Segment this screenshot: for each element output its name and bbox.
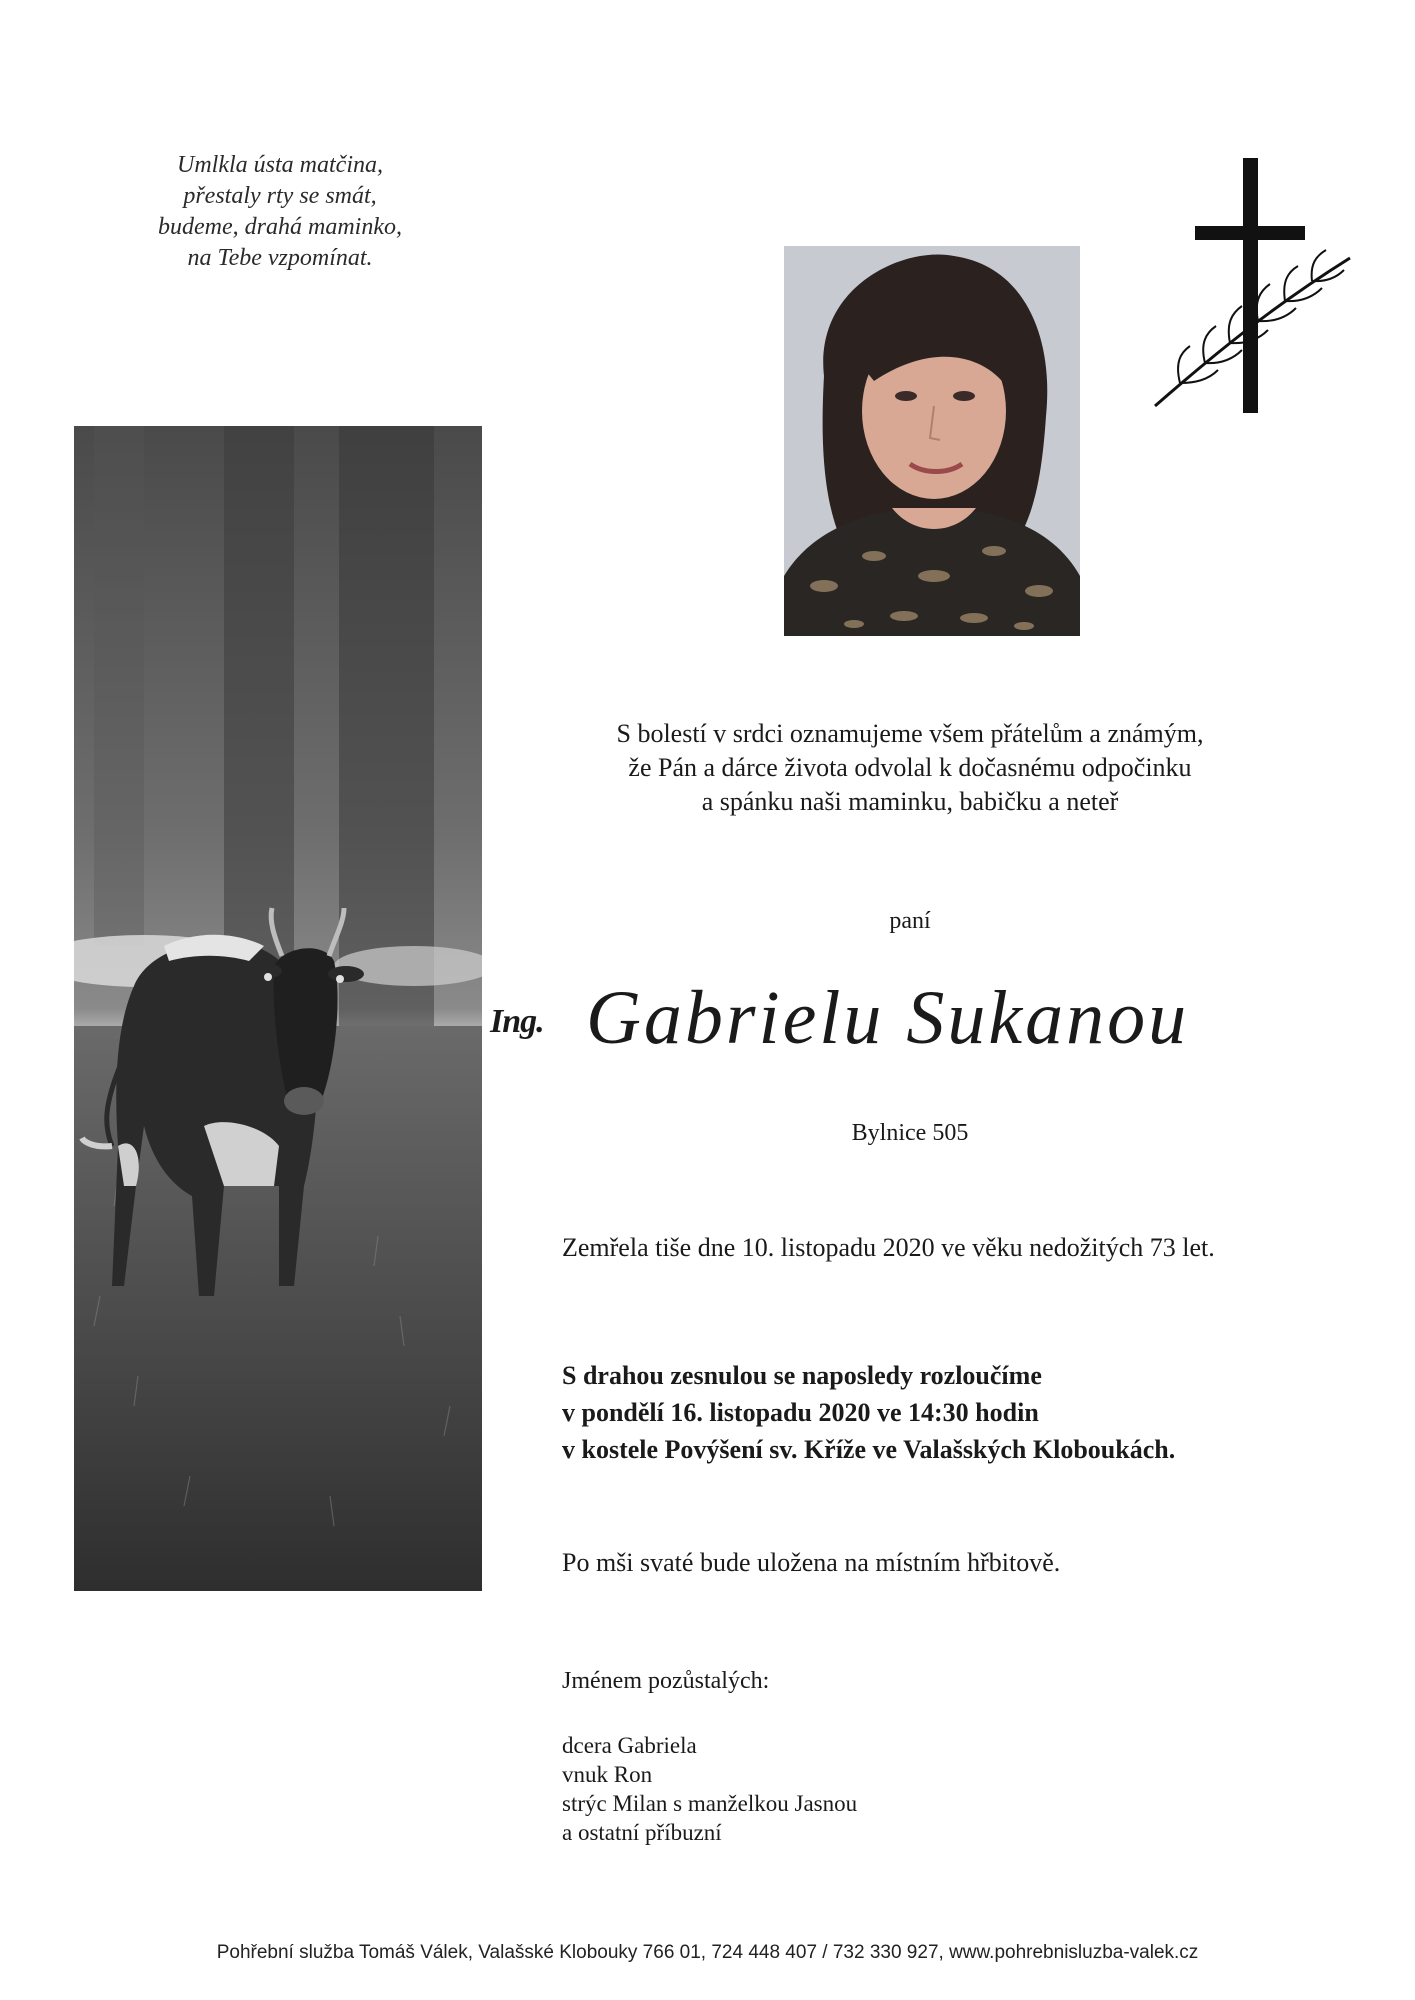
- farewell-line: v pondělí 16. listopadu 2020 ve 14:30 hodin: [562, 1398, 1039, 1427]
- poem-line: Umlkla ústa matčina,: [177, 152, 383, 178]
- announcement-line: a spánku naši maminku, babičku a neteř: [701, 787, 1119, 816]
- deceased-name: Gabrielu Sukanou: [586, 976, 1190, 1060]
- portrait-photo: [784, 246, 1080, 636]
- portrait-illustration: [784, 246, 1080, 636]
- announcement-line: S bolestí v srdci oznamujeme všem přátelům a známým,: [616, 719, 1204, 748]
- burial-notice: Po mši svaté bude uložena na místním hřbitově.: [562, 1548, 1061, 1577]
- poem-line: přestaly rty se smát,: [183, 183, 377, 209]
- farewell-details: [562, 1357, 1175, 1468]
- salutation: paní: [889, 908, 931, 934]
- funeral-service-footer: Pohřební služba Tomáš Válek, Valašské Klobouky 766 01, 724 448 407 / 732 330 927, www.pohrebnisluzba-valek.cz: [216, 1942, 1199, 1963]
- farewell-line: S drahou zesnulou se naposledy rozloučíme: [562, 1361, 1042, 1390]
- academic-title: Ing.: [490, 1003, 544, 1040]
- cross-with-palm-branch-icon: [1150, 158, 1355, 418]
- poem-line: na Tebe vzpomínat.: [187, 245, 373, 271]
- farewell-line: v kostele Povýšení sv. Kříže ve Valašských Kloboukách.: [562, 1435, 1176, 1464]
- cross-icon: [1150, 158, 1355, 418]
- poem: [110, 150, 450, 274]
- deceased-address: Bylnice 505: [851, 1120, 969, 1146]
- survivor-item: dcera Gabriela: [562, 1733, 697, 1758]
- poem-line: budeme, drahá maminko,: [158, 214, 402, 240]
- survivor-item: strýc Milan s manželkou Jasnou: [562, 1791, 858, 1816]
- announcement-line: že Pán a dárce života odvolal k dočasnému odpočinku: [628, 753, 1192, 782]
- deceased-name-row: [490, 975, 1290, 1065]
- survivor-item: a ostatní příbuzní: [562, 1820, 722, 1845]
- cow-in-meadow-photo: [74, 426, 482, 1591]
- cow-photo-illustration: [74, 426, 482, 1591]
- death-notice: Zemřela tiše dne 10. listopadu 2020 ve věku nedožitých 73 let.: [562, 1233, 1215, 1262]
- survivors-list: [562, 1731, 857, 1847]
- announcement: [560, 717, 1260, 819]
- survivor-item: vnuk Ron: [562, 1762, 653, 1787]
- survivors-heading: Jménem pozůstalých:: [562, 1668, 770, 1694]
